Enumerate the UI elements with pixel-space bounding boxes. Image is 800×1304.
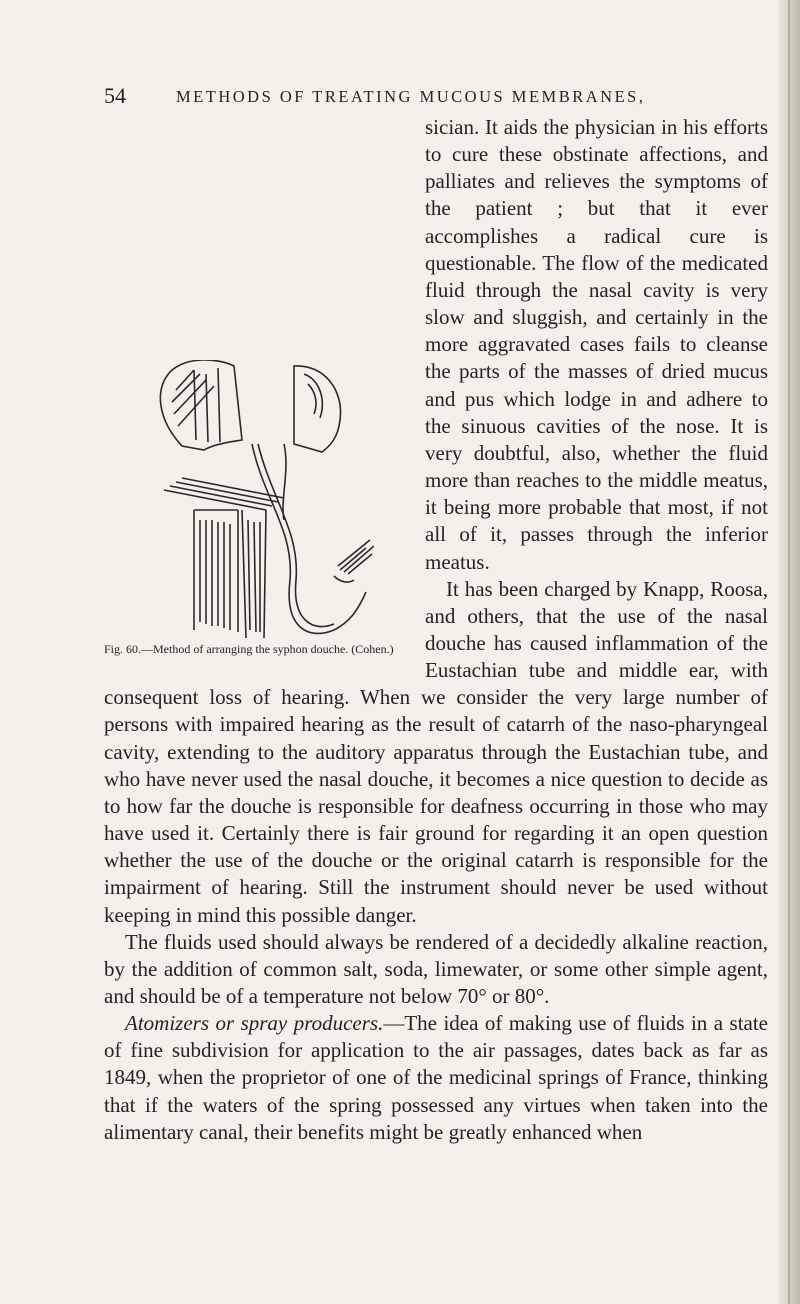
running-title: METHODS OF TREATING MUCOUS MEMBRANES, [176,87,646,106]
page-header [104,83,776,113]
paragraph-3: The fluids used should always be rendered of a decidedly alkaline reaction, by the addition of common salt, soda, limewater, or some other simple agent, and should be of a temperature not below 70° or 80°. [104,929,768,1008]
paragraph-4-text: —The idea of making use of fluids in a state of fine subdivision for application to the air passages, dates back as far as 1849, when the proprietor of one of the medicinal springs of France, thinking that if the waters of the spring possessed any virtues when taken into the alimentary canal, their benefits might be greatly enhanced when [104,1011,768,1144]
page-body [104,114,768,1146]
paragraph-4 [104,1010,768,1146]
paragraph-1: sician. It aids the physician in his efforts to cure these obstinate affections, and palliates and relieves the symptoms of the patient ; but that it ever accomplishes a radical cure is questionable. The flow of the medicated fluid through the nasal cavity is very slow and sluggish, and certainly in the more aggravated cases fails to cleanse the parts of the masses of dried mucus and pus which lodge in and adhere to the sinuous cavities of the nose. It is very doubtful, also, whether the fluid more than reaches to the middle meatus, it being more probable that most, if not all of it, passes through the inferior meatus. [425,115,768,574]
figure-caption: Fig. 60.—Method of arranging the syphon douche. (Cohen.) [104,642,394,656]
figure-60 [104,114,415,670]
paragraph-2: It has been charged by Knapp, Roosa, and others, that the use of the nasal douche has caused inflammation of the Eustachian tube and middle ear, with consequent loss of hearing. When we consider the very large number of persons with impaired hearing as the result of catarrh of the naso-pharyngeal cavity, extending to the auditory apparatus through the Eustachian tube, and who have never used the nasal douche, it becomes a nice question to decide as to how far the douche is responsible for deafness occurring in those who may have used it. Certainly there is fair ground for regarding it an open question whether the use of the douche or the original catarrh is responsible for the impairment of hearing. Still the instrument should never be used without keeping in mind this possible danger. [104,576,768,927]
syphon-douche-illustration [134,360,374,640]
section-heading-atomizers: Atomizers or spray producers. [125,1011,384,1036]
page-scan-edge-line [788,0,790,1304]
page-number: 54 [104,83,126,108]
